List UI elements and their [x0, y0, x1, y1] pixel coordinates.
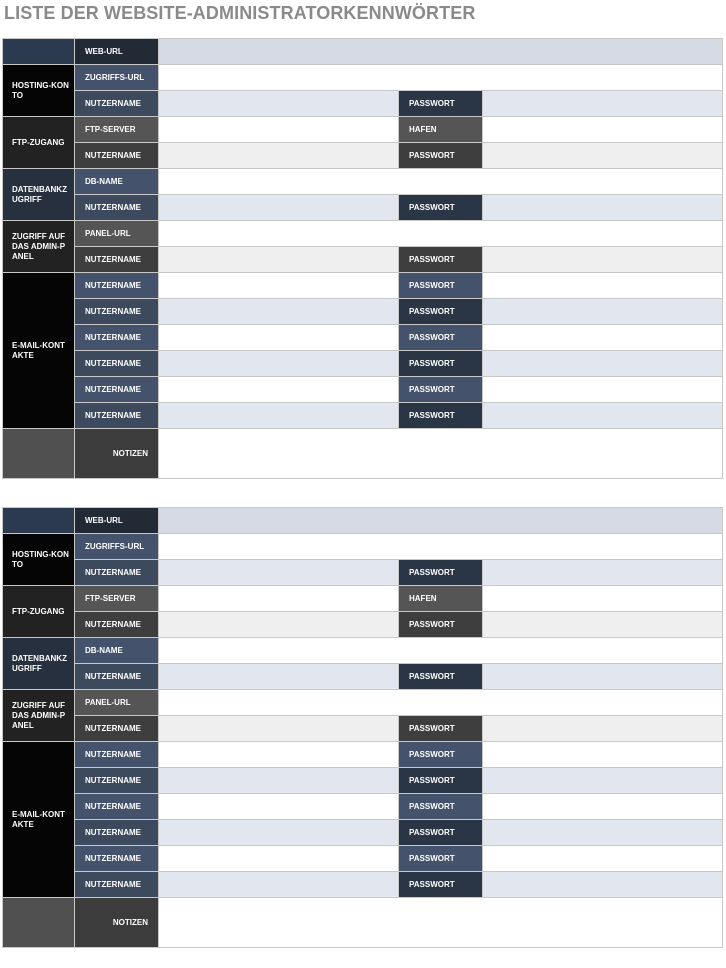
- username-field[interactable]: [159, 195, 399, 221]
- db-row-2: [3, 664, 723, 690]
- password-field[interactable]: [483, 325, 723, 351]
- notes-field[interactable]: [159, 898, 723, 948]
- username-label: NUTZERNAME: [75, 91, 159, 117]
- notes-corner: [3, 429, 75, 479]
- password-label: PASSWORT: [399, 351, 483, 377]
- password-field[interactable]: [483, 195, 723, 221]
- ftp-server-label: FTP-SERVER: [75, 586, 159, 612]
- notes-label: NOTIZEN: [75, 429, 159, 479]
- panel-url-label: PANEL-URL: [75, 690, 159, 716]
- username-label: NUTZERNAME: [75, 143, 159, 169]
- password-field[interactable]: [483, 794, 723, 820]
- email-row: [3, 299, 723, 325]
- notes-field[interactable]: [159, 429, 723, 479]
- email-section-label: E-MAIL-KONTAKTE: [3, 273, 75, 429]
- username-label: NUTZERNAME: [75, 716, 159, 742]
- password-label: PASSWORT: [399, 768, 483, 794]
- admin-section-label: ZUGRIFF AUF DAS ADMIN-PANEL: [3, 690, 75, 742]
- password-field[interactable]: [483, 612, 723, 638]
- password-label: PASSWORT: [399, 846, 483, 872]
- password-label: PASSWORT: [399, 820, 483, 846]
- password-field[interactable]: [483, 299, 723, 325]
- password-field[interactable]: [483, 143, 723, 169]
- email-row: [3, 846, 723, 872]
- database-section-label: DATENBANKZUGRIFF: [3, 169, 75, 221]
- email-row: [3, 325, 723, 351]
- port-field[interactable]: [483, 586, 723, 612]
- email-section-label: E-MAIL-KONTAKTE: [3, 742, 75, 898]
- password-label: PASSWORT: [399, 299, 483, 325]
- web-url-field[interactable]: [159, 39, 723, 65]
- username-field[interactable]: [159, 143, 399, 169]
- admin-row-1: [3, 690, 723, 716]
- hosting-row-1: [3, 65, 723, 91]
- ftp-server-field[interactable]: [159, 586, 399, 612]
- ftp-row-2: [3, 612, 723, 638]
- username-field[interactable]: [159, 664, 399, 690]
- password-label: PASSWORT: [399, 716, 483, 742]
- header-corner: [3, 39, 75, 65]
- panel-url-label: PANEL-URL: [75, 221, 159, 247]
- database-section-label: DATENBANKZUGRIFF: [3, 638, 75, 690]
- email-row: [3, 872, 723, 898]
- username-field[interactable]: [159, 872, 399, 898]
- password-label: PASSWORT: [399, 325, 483, 351]
- username-label: NUTZERNAME: [75, 377, 159, 403]
- web-url-label: WEB-URL: [75, 39, 159, 65]
- hosting-row-2: [3, 91, 723, 117]
- password-field[interactable]: [483, 91, 723, 117]
- web-url-row: [3, 508, 723, 534]
- username-field[interactable]: [159, 377, 399, 403]
- username-label: NUTZERNAME: [75, 273, 159, 299]
- username-label: NUTZERNAME: [75, 195, 159, 221]
- notes-corner: [3, 898, 75, 948]
- admin-row-2: [3, 247, 723, 273]
- admin-row-2: [3, 716, 723, 742]
- username-label: NUTZERNAME: [75, 742, 159, 768]
- username-field[interactable]: [159, 560, 399, 586]
- username-field[interactable]: [159, 768, 399, 794]
- username-field[interactable]: [159, 325, 399, 351]
- password-label: PASSWORT: [399, 247, 483, 273]
- email-row: [3, 377, 723, 403]
- page-title: LISTE DER WEBSITE-ADMINISTRATORKENNWÖRTER: [4, 3, 476, 23]
- username-label: NUTZERNAME: [75, 768, 159, 794]
- db-name-field[interactable]: [159, 169, 723, 195]
- username-label: NUTZERNAME: [75, 820, 159, 846]
- password-sheet-1: [2, 38, 723, 479]
- password-field[interactable]: [483, 846, 723, 872]
- ftp-section-label: FTP-ZUGANG: [3, 586, 75, 638]
- password-field[interactable]: [483, 820, 723, 846]
- username-label: NUTZERNAME: [75, 612, 159, 638]
- password-field[interactable]: [483, 247, 723, 273]
- db-row-2: [3, 195, 723, 221]
- email-row: [3, 768, 723, 794]
- username-label: NUTZERNAME: [75, 664, 159, 690]
- web-url-field[interactable]: [159, 508, 723, 534]
- password-label: PASSWORT: [399, 560, 483, 586]
- panel-url-field[interactable]: [159, 690, 723, 716]
- username-label: NUTZERNAME: [75, 794, 159, 820]
- password-label: PASSWORT: [399, 195, 483, 221]
- notes-label: NOTIZEN: [75, 898, 159, 948]
- password-field[interactable]: [483, 742, 723, 768]
- password-label: PASSWORT: [399, 403, 483, 429]
- password-field[interactable]: [483, 872, 723, 898]
- password-field[interactable]: [483, 351, 723, 377]
- password-label: PASSWORT: [399, 377, 483, 403]
- ftp-server-label: FTP-SERVER: [75, 117, 159, 143]
- web-url-row: [3, 39, 723, 65]
- ftp-row-2: [3, 143, 723, 169]
- web-url-label: WEB-URL: [75, 508, 159, 534]
- access-url-field[interactable]: [159, 65, 723, 91]
- password-label: PASSWORT: [399, 872, 483, 898]
- username-label: NUTZERNAME: [75, 247, 159, 273]
- ftp-row-1: [3, 586, 723, 612]
- port-label: HAFEN: [399, 117, 483, 143]
- db-name-label: DB-NAME: [75, 638, 159, 664]
- username-label: NUTZERNAME: [75, 872, 159, 898]
- access-url-field[interactable]: [159, 534, 723, 560]
- username-label: NUTZERNAME: [75, 560, 159, 586]
- admin-section-label: ZUGRIFF AUF DAS ADMIN-PANEL: [3, 221, 75, 273]
- username-field[interactable]: [159, 716, 399, 742]
- email-row: [3, 820, 723, 846]
- hosting-row-1: [3, 534, 723, 560]
- username-field[interactable]: [159, 612, 399, 638]
- username-field[interactable]: [159, 351, 399, 377]
- username-field[interactable]: [159, 403, 399, 429]
- email-row: [3, 742, 723, 768]
- username-field[interactable]: [159, 247, 399, 273]
- port-label: HAFEN: [399, 586, 483, 612]
- password-field[interactable]: [483, 377, 723, 403]
- password-label: PASSWORT: [399, 664, 483, 690]
- password-label: PASSWORT: [399, 143, 483, 169]
- username-label: NUTZERNAME: [75, 299, 159, 325]
- password-field[interactable]: [483, 560, 723, 586]
- db-name-field[interactable]: [159, 638, 723, 664]
- notes-row: [3, 429, 723, 479]
- notes-row: [3, 898, 723, 948]
- username-field[interactable]: [159, 299, 399, 325]
- username-field[interactable]: [159, 794, 399, 820]
- username-field[interactable]: [159, 742, 399, 768]
- db-row-1: [3, 638, 723, 664]
- username-field[interactable]: [159, 273, 399, 299]
- ftp-section-label: FTP-ZUGANG: [3, 117, 75, 169]
- password-label: PASSWORT: [399, 273, 483, 299]
- password-label: PASSWORT: [399, 91, 483, 117]
- username-label: NUTZERNAME: [75, 351, 159, 377]
- username-label: NUTZERNAME: [75, 846, 159, 872]
- password-label: PASSWORT: [399, 794, 483, 820]
- access-url-label: ZUGRIFFS-URL: [75, 534, 159, 560]
- username-field[interactable]: [159, 820, 399, 846]
- username-label: NUTZERNAME: [75, 325, 159, 351]
- header-corner: [3, 508, 75, 534]
- db-row-1: [3, 169, 723, 195]
- access-url-label: ZUGRIFFS-URL: [75, 65, 159, 91]
- username-field[interactable]: [159, 91, 399, 117]
- password-field[interactable]: [483, 664, 723, 690]
- hosting-row-2: [3, 560, 723, 586]
- admin-row-1: [3, 221, 723, 247]
- password-field[interactable]: [483, 403, 723, 429]
- password-label: PASSWORT: [399, 742, 483, 768]
- ftp-row-1: [3, 117, 723, 143]
- email-row: [3, 351, 723, 377]
- email-row: [3, 403, 723, 429]
- password-field[interactable]: [483, 716, 723, 742]
- port-field[interactable]: [483, 117, 723, 143]
- password-label: PASSWORT: [399, 612, 483, 638]
- username-field[interactable]: [159, 846, 399, 872]
- db-name-label: DB-NAME: [75, 169, 159, 195]
- password-sheet-2: [2, 507, 723, 948]
- email-row: [3, 794, 723, 820]
- ftp-server-field[interactable]: [159, 117, 399, 143]
- password-field[interactable]: [483, 768, 723, 794]
- email-row: [3, 273, 723, 299]
- password-field[interactable]: [483, 273, 723, 299]
- panel-url-field[interactable]: [159, 221, 723, 247]
- hosting-section-label: HOSTING-KONTO: [3, 534, 75, 586]
- hosting-section-label: HOSTING-KONTO: [3, 65, 75, 117]
- username-label: NUTZERNAME: [75, 403, 159, 429]
